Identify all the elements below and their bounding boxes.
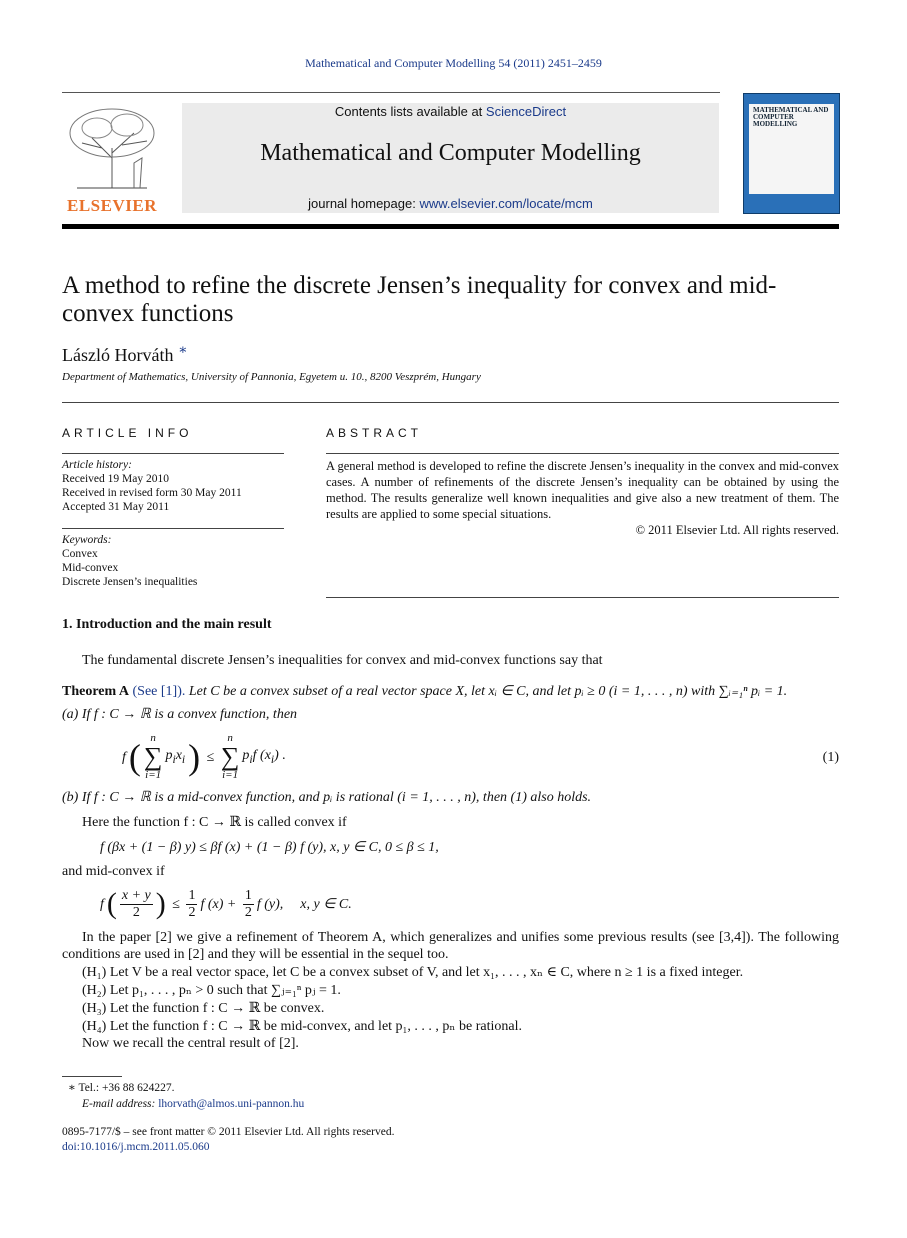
keywords-label: Keywords: [62, 534, 112, 546]
condition-h3: (H₃) Let the function f : C → ℝ be convex. [82, 1001, 325, 1016]
theorem-citation[interactable]: (See [1]). [132, 684, 186, 699]
email-label: E-mail address: [82, 1098, 159, 1110]
footnote-telephone: ∗ Tel.: +36 88 624227. [68, 1082, 175, 1094]
condition-h2: (H₂) Let p₁, . . . , pₙ > 0 such that ∑ⱼ₌₁ⁿ pⱼ = 1. [82, 983, 341, 998]
author-line [62, 342, 187, 366]
equation-number: (1) [822, 750, 839, 765]
sciencedirect-link[interactable]: ScienceDirect [485, 104, 567, 119]
midconvex-definition: f ( $\frac{x + y}{2}$ ) ≤ $\frac{1}{2}$ f (x) + $\frac{1}{2}$ f (y), x, y ∈ C. [100, 887, 352, 920]
author-footnote-mark[interactable]: ∗ [177, 343, 188, 358]
equation-1: f ( n ∑ i=1 $p_ix_i$ ) ≤ n ∑ i=1 $p_if$ $(x_i)$ . [122, 732, 286, 781]
theorem-part-b: (b) If f : C → ℝ is a mid-convex function, and pᵢ is rational (i = 1, . . . , n), then (1) also holds. [62, 790, 592, 805]
article-info-heading: ARTICLE INFO [62, 426, 193, 440]
theorem-a [62, 683, 842, 700]
abstract-body [326, 458, 839, 538]
homepage-link[interactable]: www.elsevier.com/locate/mcm [419, 196, 593, 211]
keyword-item: Discrete Jensen’s inequalities [62, 576, 198, 588]
journal-citation[interactable]: Mathematical and Computer Modelling 54 (2011) 2451–2459 [305, 56, 602, 70]
theorem-statement: Let C be a convex subset of a real vector space X, let xᵢ ∈ C, and let pᵢ ≥ 0 (i = 1, . . . , n) with ∑ᵢ₌₁ⁿ pᵢ = 1. [188, 684, 788, 699]
header-rule [62, 92, 720, 93]
convex-definition: f (βx + (1 − β) y) ≤ βf (x) + (1 − β) f (y), x, y ∈ C, 0 ≤ β ≤ 1, [100, 840, 439, 855]
abstract-rule-bottom [326, 597, 839, 598]
abstract-text: A general method is developed to refine the discrete Jensen’s inequality in the convex and mid-convex cases. A number of refinements of the discrete Jensen’s inequality can be obtained by using the method. The results generalize well known inequalities and give also a new treatment of them. The results are applied to some special situations. [326, 459, 839, 521]
email-link[interactable]: lhorvath@almos.uni-pannon.hu [158, 1098, 305, 1110]
cover-title: MATHEMATICAL AND COMPUTER MODELLING [753, 106, 829, 128]
abstract-copyright: © 2011 Elsevier Ltd. All rights reserved. [635, 523, 839, 537]
contents-prefix: Contents lists available at [334, 104, 486, 119]
refinement-paragraph: In the paper [2] we give a refinement of Theorem A, which generalizes and unifies some previous results (see [3,4]). The following conditions are used in [2] and they will be essential in the sequel too. [62, 930, 839, 962]
author-name: László Horváth [62, 345, 174, 365]
keyword-item: Convex [62, 548, 98, 560]
theorem-part-a: (a) If f : C → ℝ is a convex function, then [62, 707, 298, 722]
recall-sentence: Now we recall the central result of [2]. [82, 1036, 299, 1051]
history-label: Article history: [62, 459, 132, 471]
header-thick-rule [62, 224, 839, 229]
history-accepted: Accepted 31 May 2011 [62, 501, 170, 513]
title-rule [62, 402, 839, 403]
affiliation: Department of Mathematics, University of Pannonia, Egyetem u. 10., 8200 Veszprém, Hungary [62, 371, 481, 383]
convex-intro: Here the function f : C → ℝ is called convex if [82, 815, 347, 830]
publisher-wordmark: ELSEVIER [67, 196, 157, 215]
midconvex-domain: x, y ∈ C. [300, 896, 352, 912]
contents-line [182, 104, 719, 119]
article-title: A method to refine the discrete Jensen’s inequality for convex and mid-convex functions [62, 272, 777, 327]
journal-name: Mathematical and Computer Modelling [260, 140, 641, 166]
article-history [62, 458, 284, 514]
info-rule-mid [62, 528, 284, 529]
homepage-prefix: journal homepage: [308, 196, 420, 211]
abstract-rule-top [326, 453, 839, 454]
keyword-item: Mid-convex [62, 562, 119, 574]
doi-link[interactable]: doi:10.1016/j.mcm.2011.05.060 [62, 1141, 210, 1153]
journal-cover-thumbnail[interactable] [743, 93, 840, 214]
homepage-line [182, 196, 719, 211]
theorem-label: Theorem A [62, 684, 130, 699]
history-received: Received 19 May 2010 [62, 473, 169, 485]
history-revised: Received in revised form 30 May 2011 [62, 487, 242, 499]
abstract-heading: ABSTRACT [326, 426, 423, 440]
info-rule-top [62, 453, 284, 454]
condition-h1: (H₁) Let V be a real vector space, let C be a convex subset of V, and let x₁, . . . , xₙ ∈ C, where n ≥ 1 is a fixed integer. [82, 965, 744, 980]
issn-line: 0895-7177/$ – see front matter © 2011 Elsevier Ltd. All rights reserved. [62, 1126, 395, 1138]
cover-page [749, 104, 834, 194]
keywords [62, 533, 284, 589]
footnote-email [82, 1097, 304, 1112]
intro-paragraph: The fundamental discrete Jensen’s inequalities for convex and mid-convex functions say that [82, 653, 603, 668]
section-heading: 1. Introduction and the main result [62, 617, 272, 632]
condition-h4: (H₄) Let the function f : C → ℝ be mid-convex, and let p₁, . . . , pₙ be rational. [82, 1019, 522, 1034]
midconvex-intro: and mid-convex if [62, 864, 165, 879]
footnote-rule [62, 1076, 122, 1077]
